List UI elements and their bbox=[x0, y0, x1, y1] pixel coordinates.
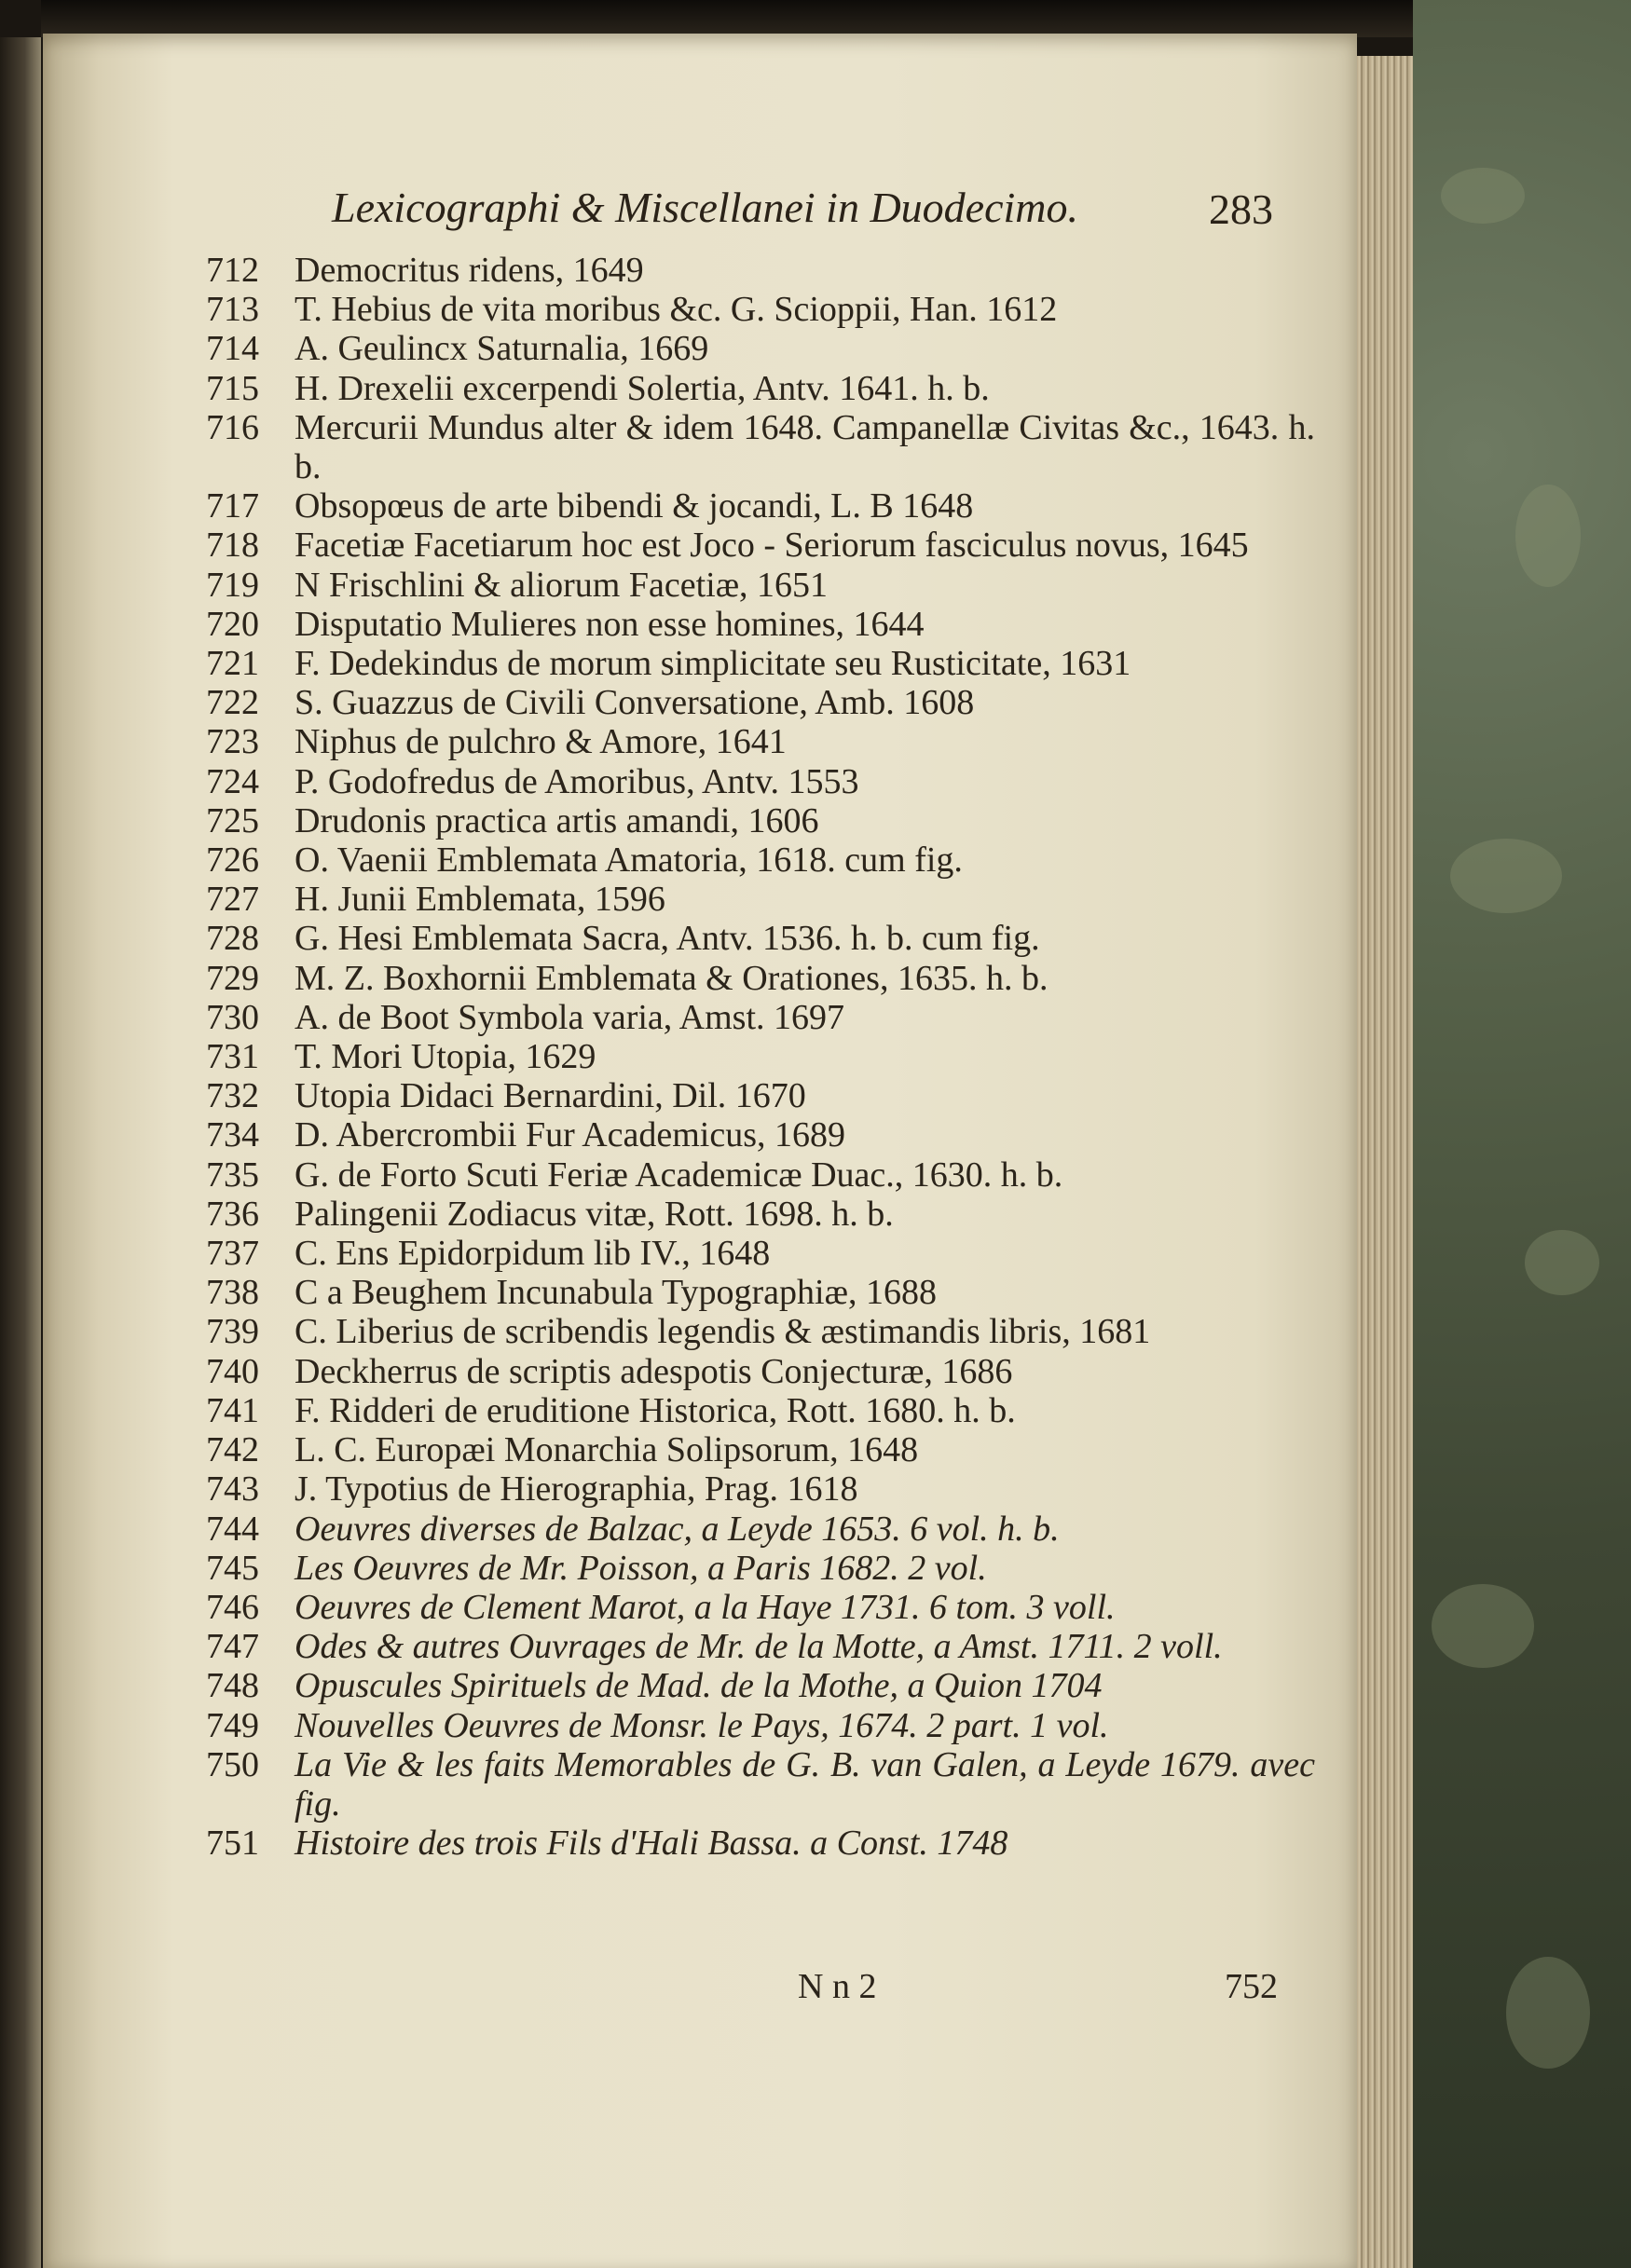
page-number: 283 bbox=[1209, 185, 1273, 233]
catalogue-entry bbox=[206, 1627, 1315, 1666]
catalogue-entry bbox=[206, 1273, 1315, 1312]
marbling-spot bbox=[1525, 1230, 1599, 1295]
page-header bbox=[332, 183, 1273, 248]
marbled-cover-board bbox=[1413, 0, 1631, 2268]
catalogue-entry bbox=[206, 566, 1315, 605]
entry-number: 716 bbox=[206, 407, 259, 447]
signature-mark: N n 2 bbox=[798, 1967, 877, 2006]
entry-text: L. C. Europæi Monarchia Solipsorum, 1648 bbox=[295, 1430, 919, 1470]
entry-text: A. de Boot Symbola varia, Amst. 1697 bbox=[295, 997, 845, 1037]
entry-text: Drudonis practica artis amandi, 1606 bbox=[295, 800, 819, 840]
catalogue-entry bbox=[206, 1312, 1315, 1351]
binding-gutter bbox=[0, 37, 41, 2268]
catalogue-entry bbox=[206, 1076, 1315, 1115]
entry-text: Palingenii Zodiacus vitæ, Rott. 1698. h. b. bbox=[295, 1194, 894, 1234]
entry-number: 737 bbox=[206, 1234, 259, 1274]
catalogue-entry bbox=[206, 1744, 1324, 1824]
catalogue-entry bbox=[206, 1824, 1315, 1863]
entry-text: Odes & autres Ouvrages de Mr. de la Motte, a Amst. 1711. 2 voll. bbox=[295, 1627, 1223, 1667]
entry-text: Oeuvres de Clement Marot, a la Haye 1731. 6 tom. 3 voll. bbox=[295, 1587, 1116, 1627]
catalogue-entry bbox=[206, 526, 1315, 565]
entry-text: C a Beughem Incunabula Typographiæ, 1688 bbox=[295, 1273, 937, 1313]
marbling-spot bbox=[1515, 485, 1581, 587]
entry-text: N Frischlini & aliorum Facetiæ, 1651 bbox=[295, 565, 829, 605]
entry-text: T. Hebius de vita moribus &c. G. Scioppii, Han. 1612 bbox=[295, 290, 1058, 330]
top-shadow-band bbox=[41, 0, 1631, 37]
catalogue-entry bbox=[206, 369, 1315, 408]
entry-number: 738 bbox=[206, 1273, 259, 1313]
running-head: Lexicographi & Miscellanei in Duodecimo. bbox=[332, 184, 1079, 231]
entry-number: 724 bbox=[206, 761, 259, 801]
entry-text: Mercurii Mundus alter & idem 1648. Campanellæ Civitas &c., 1643. h. b. bbox=[295, 407, 1324, 487]
entry-number: 721 bbox=[206, 644, 259, 684]
catalogue-entry bbox=[206, 998, 1315, 1037]
catalogue-entry bbox=[206, 1352, 1315, 1391]
marbling-spot bbox=[1506, 1957, 1590, 2069]
catalogue-entry bbox=[206, 1195, 1315, 1234]
catalogue-entry bbox=[206, 801, 1315, 840]
entry-text: A. Geulincx Saturnalia, 1669 bbox=[295, 329, 709, 369]
entry-number: 728 bbox=[206, 919, 259, 959]
entry-number: 749 bbox=[206, 1705, 259, 1745]
catalogue-entry bbox=[206, 722, 1315, 761]
entry-text: H. Drexelii excerpendi Solertia, Antv. 1641. h. b. bbox=[295, 368, 990, 408]
catalogue-entry bbox=[206, 880, 1315, 919]
entry-text: C. Ens Epidorpidum lib IV., 1648 bbox=[295, 1234, 771, 1274]
entry-number: 746 bbox=[206, 1587, 259, 1627]
entry-text: G. de Forto Scuti Feriæ Academicæ Duac., 1630. h. b. bbox=[295, 1154, 1063, 1195]
entry-number: 712 bbox=[206, 251, 259, 290]
catalogue-entry bbox=[206, 329, 1315, 368]
entry-text: Deckherrus de scriptis adespotis Conjecturæ, 1686 bbox=[295, 1351, 1013, 1391]
entry-number: 730 bbox=[206, 997, 259, 1037]
catalogue-entry bbox=[206, 1037, 1315, 1076]
marbling-spot bbox=[1432, 1584, 1534, 1668]
entry-number: 725 bbox=[206, 800, 259, 840]
catalogue-entry bbox=[206, 1549, 1315, 1588]
catalogue-entry bbox=[206, 919, 1315, 958]
entry-number: 735 bbox=[206, 1154, 259, 1195]
catalogue-entry bbox=[206, 486, 1315, 526]
catalogue-entry bbox=[206, 683, 1315, 722]
entry-text: M. Z. Boxhornii Emblemata & Orationes, 1635. h. b. bbox=[295, 958, 1048, 998]
entry-text: F. Dedekindus de morum simplicitate seu Rusticitate, 1631 bbox=[295, 644, 1131, 684]
entry-number: 726 bbox=[206, 840, 259, 881]
page-edges bbox=[1357, 56, 1413, 2268]
entry-text: J. Typotius de Hierographia, Prag. 1618 bbox=[295, 1469, 858, 1510]
entry-number: 734 bbox=[206, 1115, 259, 1155]
entry-text: G. Hesi Emblemata Sacra, Antv. 1536. h. b. cum fig. bbox=[295, 919, 1040, 959]
entry-number: 718 bbox=[206, 526, 259, 566]
entry-text: O. Vaenii Emblemata Amatoria, 1618. cum fig. bbox=[295, 840, 963, 881]
entry-number: 714 bbox=[206, 329, 259, 369]
entry-number: 748 bbox=[206, 1666, 259, 1706]
catalogue-entry bbox=[206, 1469, 1315, 1509]
entry-number: 722 bbox=[206, 683, 259, 723]
entry-number: 719 bbox=[206, 565, 259, 605]
catalogue-entry bbox=[206, 1510, 1315, 1549]
entry-text: Oeuvres diverses de Balzac, a Leyde 1653. 6 vol. h. b. bbox=[295, 1509, 1060, 1549]
marbling-spot bbox=[1450, 839, 1562, 913]
catalogue-entry bbox=[206, 1588, 1315, 1627]
catalogue-entry bbox=[206, 1391, 1315, 1430]
entry-number: 747 bbox=[206, 1627, 259, 1667]
entry-number: 751 bbox=[206, 1824, 259, 1864]
entry-text: Utopia Didaci Bernardini, Dil. 1670 bbox=[295, 1076, 806, 1116]
entry-text: Facetiæ Facetiarum hoc est Joco - Seriorum fasciculus novus, 1645 bbox=[295, 526, 1249, 566]
entry-text: Obsopœus de arte bibendi & jocandi, L. B 1648 bbox=[295, 486, 974, 526]
entry-number: 727 bbox=[206, 880, 259, 920]
entry-number: 750 bbox=[206, 1744, 259, 1784]
entry-number: 713 bbox=[206, 290, 259, 330]
entry-number: 744 bbox=[206, 1509, 259, 1549]
entry-number: 745 bbox=[206, 1548, 259, 1588]
entry-text: H. Junii Emblemata, 1596 bbox=[295, 880, 665, 920]
catalogue-entry bbox=[206, 1234, 1315, 1273]
entry-number: 731 bbox=[206, 1037, 259, 1077]
entry-number: 741 bbox=[206, 1390, 259, 1430]
entry-text: Democritus ridens, 1649 bbox=[295, 251, 644, 290]
entry-number: 743 bbox=[206, 1469, 259, 1510]
entry-number: 736 bbox=[206, 1194, 259, 1234]
entry-text: Les Oeuvres de Mr. Poisson, a Paris 1682. 2 vol. bbox=[295, 1548, 987, 1588]
entry-text: C. Liberius de scribendis legendis & æstimandis libris, 1681 bbox=[295, 1312, 1151, 1352]
catalogue-entry bbox=[206, 1155, 1315, 1195]
catalogue-entry bbox=[206, 959, 1315, 998]
catalogue-entry bbox=[206, 1115, 1315, 1154]
entry-number: 732 bbox=[206, 1076, 259, 1116]
entry-text: T. Mori Utopia, 1629 bbox=[295, 1037, 596, 1077]
entry-text: Histoire des trois Fils d'Hali Bassa. a Const. 1748 bbox=[295, 1824, 1008, 1864]
catalogue-entry bbox=[206, 1430, 1315, 1469]
entry-text: Nouvelles Oeuvres de Monsr. le Pays, 1674. 2 part. 1 vol. bbox=[295, 1705, 1109, 1745]
entry-text: P. Godofredus de Amoribus, Antv. 1553 bbox=[295, 761, 859, 801]
catalogue-entry bbox=[206, 644, 1315, 683]
entry-text: Niphus de pulchro & Amore, 1641 bbox=[295, 722, 787, 762]
entry-text: F. Ridderi de eruditione Historica, Rott. 1680. h. b. bbox=[295, 1390, 1016, 1430]
catalogue-entry bbox=[206, 762, 1315, 801]
catalogue-entry bbox=[206, 1666, 1315, 1705]
catalogue-entry-list bbox=[206, 251, 1324, 1864]
catalogue-entry bbox=[206, 407, 1324, 487]
entry-number: 717 bbox=[206, 486, 259, 526]
catalogue-entry bbox=[206, 840, 1315, 880]
entry-number: 720 bbox=[206, 604, 259, 644]
catchword: 752 bbox=[1225, 1967, 1278, 2006]
entry-text: Disputatio Mulieres non esse homines, 1644 bbox=[295, 604, 925, 644]
catalogue-entry bbox=[206, 605, 1315, 644]
entry-number: 739 bbox=[206, 1312, 259, 1352]
entry-number: 715 bbox=[206, 368, 259, 408]
entry-number: 729 bbox=[206, 958, 259, 998]
catalogue-entry bbox=[206, 1706, 1315, 1745]
page-footer bbox=[206, 1966, 1278, 2013]
entry-text: La Vie & les faits Memorables de G. B. van Galen, a Leyde 1679. avec fig. bbox=[295, 1744, 1324, 1824]
entry-text: Opuscules Spirituels de Mad. de la Mothe, a Quion 1704 bbox=[295, 1666, 1103, 1706]
entry-text: D. Abercrombii Fur Academicus, 1689 bbox=[295, 1115, 846, 1155]
marbling-spot bbox=[1441, 168, 1525, 224]
catalogue-entry bbox=[206, 251, 1315, 290]
entry-number: 740 bbox=[206, 1351, 259, 1391]
book-page bbox=[43, 34, 1357, 2268]
entry-number: 742 bbox=[206, 1430, 259, 1470]
entry-text: S. Guazzus de Civili Conversatione, Amb. 1608 bbox=[295, 683, 975, 723]
entry-number: 723 bbox=[206, 722, 259, 762]
catalogue-entry bbox=[206, 290, 1315, 329]
